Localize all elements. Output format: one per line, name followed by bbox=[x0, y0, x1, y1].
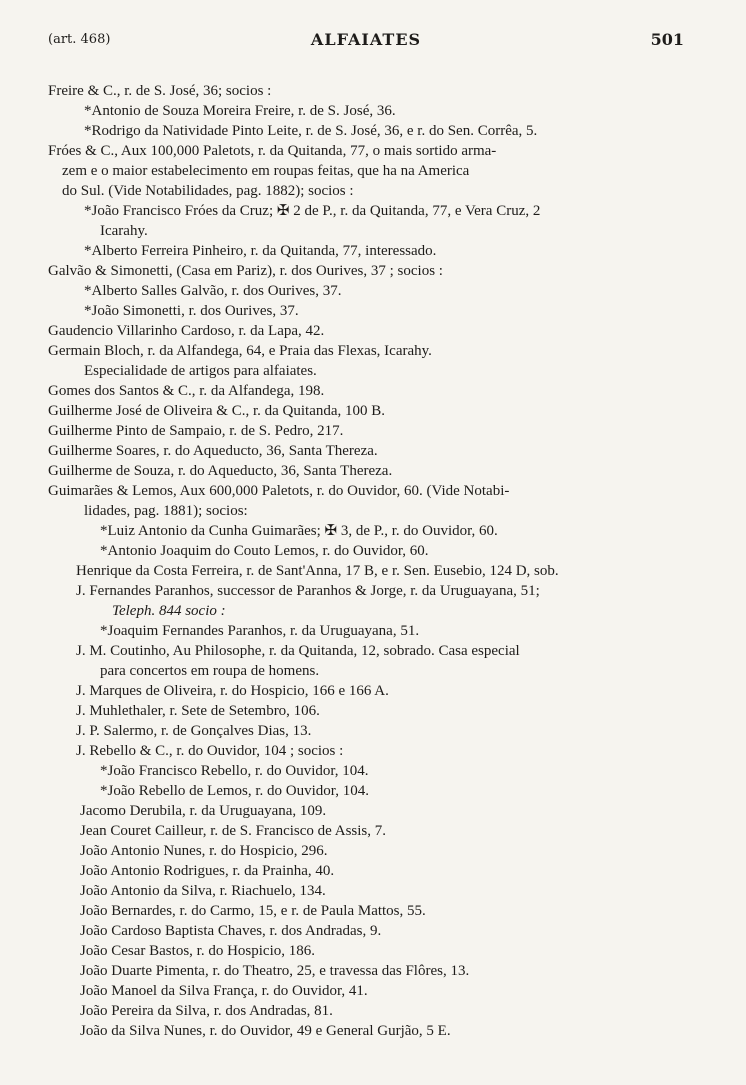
entry-line: J. Marques de Oliveira, r. do Hospicio, 166 e 166 A. bbox=[76, 683, 389, 699]
entry-line: Henrique da Costa Ferreira, r. de Sant'Anna, 17 B, e r. Sen. Eusebio, 124 D, sob. bbox=[76, 563, 559, 579]
entry-line: Gaudencio Villarinho Cardoso, r. da Lapa, 42. bbox=[48, 323, 325, 339]
entry-line: João Cardoso Baptista Chaves, r. dos Andradas, 9. bbox=[80, 923, 382, 939]
entry-line: Especialidade de artigos para alfaiates. bbox=[84, 363, 317, 379]
entry-line: J. Rebello & C., r. do Ouvidor, 104 ; socios : bbox=[76, 743, 344, 759]
section-title: ALFAIATES bbox=[310, 30, 422, 49]
entry-line: João Cesar Bastos, r. do Hospicio, 186. bbox=[80, 943, 315, 959]
entry-line: João Manoel da Silva França, r. do Ouvidor, 41. bbox=[80, 983, 368, 999]
entry-line: Gomes dos Santos & C., r. da Alfandega, 198. bbox=[48, 383, 325, 399]
entry-line: zem e o maior estabelecimento em roupas feitas, que ha na America bbox=[62, 163, 470, 179]
entry-line: do Sul. (Vide Notabilidades, pag. 1882); socios : bbox=[62, 183, 354, 199]
entry-line: João Antonio Rodrigues, r. da Prainha, 40. bbox=[80, 863, 335, 879]
entry-line: *Antonio de Souza Moreira Freire, r. de S. José, 36. bbox=[84, 103, 396, 119]
entry-line: *Alberto Ferreira Pinheiro, r. da Quitanda, 77, interessado. bbox=[84, 243, 437, 259]
entry-line: João Antonio da Silva, r. Riachuelo, 134. bbox=[80, 883, 326, 899]
entry-line: Guimarães & Lemos, Aux 600,000 Paletots, r. do Ouvidor, 60. (Vide Notabi- bbox=[48, 483, 510, 499]
page-header bbox=[48, 30, 684, 54]
entry-line: João Bernardes, r. do Carmo, 15, e r. de Paula Mattos, 55. bbox=[80, 903, 426, 919]
listing-entries bbox=[40, 81, 720, 1041]
entry-line: Guilherme Soares, r. do Aqueducto, 36, Santa Thereza. bbox=[48, 443, 378, 459]
entry-line: Jean Couret Cailleur, r. de S. Francisco de Assis, 7. bbox=[80, 823, 387, 839]
entry-line: J. M. Coutinho, Au Philosophe, r. da Quitanda, 12, sobrado. Casa especial bbox=[76, 643, 520, 659]
entry-line: Guilherme de Souza, r. do Aqueducto, 36, Santa Thereza. bbox=[48, 463, 393, 479]
entry-line: Teleph. 844 socio : bbox=[112, 603, 226, 619]
entry-line: Germain Bloch, r. da Alfandega, 64, e Praia das Flexas, Icarahy. bbox=[48, 343, 432, 359]
entry-line: Freire & C., r. de S. José, 36; socios : bbox=[48, 83, 272, 99]
entry-line: *Rodrigo da Natividade Pinto Leite, r. de S. José, 36, e r. do Sen. Corrêa, 5. bbox=[84, 123, 538, 139]
entry-line: *João Francisco Rebello, r. do Ouvidor, 104. bbox=[100, 763, 369, 779]
entry-line: J. Muhlethaler, r. Sete de Setembro, 106. bbox=[76, 703, 320, 719]
entry-line: J. P. Salermo, r. de Gonçalves Dias, 13. bbox=[76, 723, 312, 739]
article-reference: (art. 468) bbox=[48, 32, 111, 47]
entry-line: Guilherme Pinto de Sampaio, r. de S. Pedro, 217. bbox=[48, 423, 344, 439]
entry-line: *Antonio Joaquim do Couto Lemos, r. do Ouvidor, 60. bbox=[100, 543, 429, 559]
entry-line: Icarahy. bbox=[100, 223, 148, 239]
entry-line: Galvão & Simonetti, (Casa em Pariz), r. dos Ourives, 37 ; socios : bbox=[48, 263, 443, 279]
entry-line: Fróes & C., Aux 100,000 Paletots, r. da Quitanda, 77, o mais sortido arma- bbox=[48, 143, 497, 159]
entry-line: J. Fernandes Paranhos, successor de Paranhos & Jorge, r. da Uruguayana, 51; bbox=[76, 583, 540, 599]
entry-line: *João Francisco Fróes da Cruz; ✠ 2 de P., r. da Quitanda, 77, e Vera Cruz, 2 bbox=[84, 203, 541, 219]
entry-line: João Antonio Nunes, r. do Hospicio, 296. bbox=[80, 843, 328, 859]
entry-line: lidades, pag. 1881); socios: bbox=[84, 503, 248, 519]
entry-line: para concertos em roupa de homens. bbox=[100, 663, 320, 679]
entry-line: *João Rebello de Lemos, r. do Ouvidor, 104. bbox=[100, 783, 369, 799]
entry-line: João da Silva Nunes, r. do Ouvidor, 49 e General Gurjão, 5 E. bbox=[80, 1023, 451, 1039]
entry-line: *Luiz Antonio da Cunha Guimarães; ✠ 3, de P., r. do Ouvidor, 60. bbox=[100, 523, 498, 539]
entry-line: João Pereira da Silva, r. dos Andradas, 81. bbox=[80, 1003, 333, 1019]
entry-line: *Alberto Salles Galvão, r. dos Ourives, 37. bbox=[84, 283, 342, 299]
page-number: 501 bbox=[650, 30, 684, 49]
entry-line: *Joaquim Fernandes Paranhos, r. da Uruguayana, 51. bbox=[100, 623, 420, 639]
entry-line: João Duarte Pimenta, r. do Theatro, 25, e travessa das Flôres, 13. bbox=[80, 963, 470, 979]
entry-line: Jacomo Derubila, r. da Uruguayana, 109. bbox=[80, 803, 327, 819]
entry-line: *João Simonetti, r. dos Ourives, 37. bbox=[84, 303, 299, 319]
entry-line: Guilherme José de Oliveira & C., r. da Quitanda, 100 B. bbox=[48, 403, 386, 419]
